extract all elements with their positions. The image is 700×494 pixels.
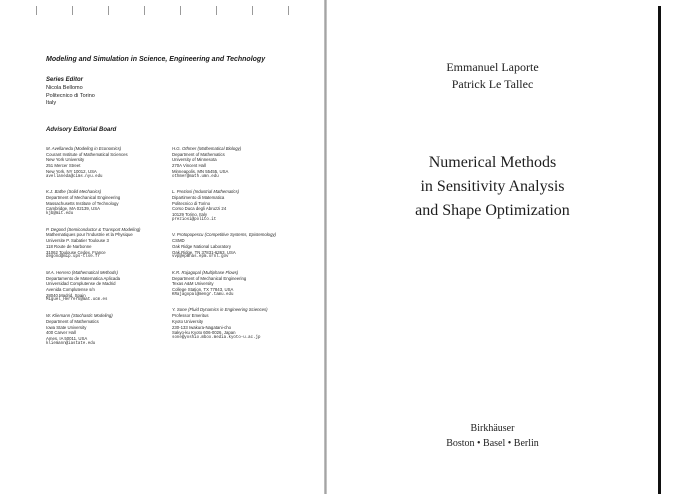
- member-line: Department of Mechanical Engineering: [46, 194, 121, 200]
- member-line: Universidad Complutense de Madrid: [46, 281, 116, 287]
- book-title-line: and Shape Optimization: [415, 202, 570, 219]
- member-line: Professor Emeritus: [172, 313, 209, 319]
- board-member: [46, 313, 164, 347]
- left-page: [0, 0, 324, 494]
- member-email: othmer@math.umn.edu: [172, 174, 219, 179]
- author-name: Emmanuel Laporte: [446, 60, 539, 74]
- member-name: L. Preziosi (Industrial Mathematics): [172, 189, 240, 195]
- member-line: Ames, IA 50011, USA: [46, 335, 88, 341]
- member-name: W. Kliemann (Stochastic Modeling): [46, 313, 113, 319]
- board-member: [46, 270, 164, 304]
- member-line: Politecnico di Torino: [172, 200, 211, 206]
- member-line: Department of Mechanical Engineering: [172, 275, 247, 281]
- member-line: Mathematiques pour l'Industrie et la Physique: [46, 232, 133, 238]
- member-line: Corso Duca degli Abruzzi 24: [172, 206, 227, 212]
- member-line: Dipartimento di Matematica: [172, 194, 225, 200]
- member-line: Kyoto University: [172, 318, 204, 324]
- member-name: K.J. Bathe (Solid Mechanics): [46, 189, 102, 195]
- board-member: [172, 232, 290, 261]
- member-name: M. Avellaneda (Modeling in Economics): [46, 146, 122, 151]
- member-line: Departamento de Matematica Aplicada: [46, 275, 121, 281]
- member-line: Universite P. Sabatier Toulouse 3: [46, 238, 109, 244]
- member-name: P. Degond (Semiconductor & Transport Modeling): [46, 226, 141, 232]
- board-member: [172, 307, 290, 341]
- book-title-line: Numerical Methods: [428, 154, 557, 171]
- member-line: Cambridge, MA 02139, USA: [46, 206, 100, 212]
- member-email: avellaneda@cims.nyu.edu: [46, 174, 103, 179]
- member-line: 28040 Madrid, Spain: [46, 292, 86, 298]
- member-line: Department of Mathematics: [46, 318, 99, 324]
- member-email: KRajagopal@mengr.tamu.edu: [172, 292, 234, 297]
- member-email: preziosi@polito.it: [172, 217, 217, 222]
- advisory-board-heading: Advisory Editorial Board: [46, 127, 117, 133]
- publisher-cities: Boston • Basel • Berlin: [446, 438, 539, 449]
- member-line: 400 Carver Hall: [46, 330, 76, 336]
- member-line: 118 Route de Narbonne: [46, 243, 92, 249]
- member-email: degond@mip.ups-tlse.fr: [46, 255, 101, 260]
- member-line: Sakyo-ku Kyoto 606-0026, Japan: [172, 330, 236, 336]
- series-editor-block: [46, 85, 95, 108]
- member-line: Iowa State University: [46, 324, 87, 330]
- member-line: 31062 Toulouse Cedex, France: [46, 249, 106, 255]
- member-line: 230-133 Iwakura-Nagatani-cho: [172, 324, 231, 330]
- board-column-right: [172, 146, 290, 351]
- member-line: 251 Mercer Street: [46, 163, 81, 169]
- member-line: Courant Institute of Mathematical Sciences: [46, 151, 128, 157]
- member-email: kliemann@iastate.edu: [46, 341, 96, 346]
- board-member: [46, 146, 164, 180]
- series-editor-heading: Series Editor: [46, 77, 84, 83]
- member-line: CSMD: [172, 238, 185, 244]
- member-name: H.G. Othmer (Mathematical Biology): [172, 146, 242, 151]
- member-line: University of Minnesota: [172, 157, 217, 163]
- member-email: Miguel_Herrero@mat.ucm.es: [46, 298, 108, 303]
- board-member: [172, 270, 290, 299]
- board-column-left: [46, 146, 164, 356]
- member-line: Avenida Complutense s/n: [46, 287, 95, 293]
- board-member: [172, 189, 290, 223]
- member-email: sone@yoshio.mbox.media.kyoto-u.ac.jp: [172, 335, 261, 340]
- book-title-line: in Sensitivity Analysis: [420, 178, 565, 195]
- series-editor-line: Italy: [46, 100, 57, 107]
- member-name: V. Protopopescu (Competitive Systems, Epistemology): [172, 232, 277, 238]
- author-name: Patrick Le Tallec: [451, 77, 534, 91]
- series-title: Modeling and Simulation in Science, Engineering and Technology: [46, 56, 266, 63]
- publisher-imprint: [327, 421, 658, 451]
- member-line: College Station, TX 77843, USA: [172, 287, 234, 293]
- board-member: [46, 227, 164, 261]
- publisher-name: Birkhäuser: [470, 423, 515, 434]
- member-line: Massachusetts Institute of Technology: [46, 200, 119, 206]
- member-line: Oak Ridge National Laboratory: [172, 243, 231, 249]
- member-name: K.R. Rajagopal (Multiphase Flows): [172, 269, 239, 275]
- member-line: Department of Mathematics: [172, 151, 225, 157]
- member-line: 270A Vincent Hall: [172, 163, 206, 169]
- series-editor-line: Politecnico di Torino: [46, 92, 95, 99]
- member-line: 10129 Torino, Italy: [172, 212, 208, 218]
- member-line: Minneapolis, MN 55455, USA: [172, 168, 229, 174]
- title-page: [327, 0, 658, 494]
- author-names: [327, 59, 658, 93]
- member-line: Oak Ridge, TN 37831-6363, USA: [172, 249, 236, 255]
- board-member: [46, 189, 164, 218]
- member-name: Y. Sone (Fluid Dynamics in Engineering Sciences): [172, 307, 268, 313]
- member-name: M.A. Herrero (Mathematical Methods): [46, 269, 118, 275]
- series-editor-line: Nicola Bellomo: [46, 85, 83, 91]
- member-email: vvp@epmnas.epm.ornl.gov: [172, 255, 229, 260]
- book-title: [327, 151, 658, 223]
- member-line: New York, NY 10012, USA: [46, 168, 97, 174]
- member-line: Texas A&M University: [172, 281, 214, 287]
- page-edge-shadow: [658, 6, 661, 494]
- member-line: New York University: [46, 157, 85, 163]
- member-email: kjb@mit.edu: [46, 212, 74, 217]
- board-member: [172, 146, 290, 180]
